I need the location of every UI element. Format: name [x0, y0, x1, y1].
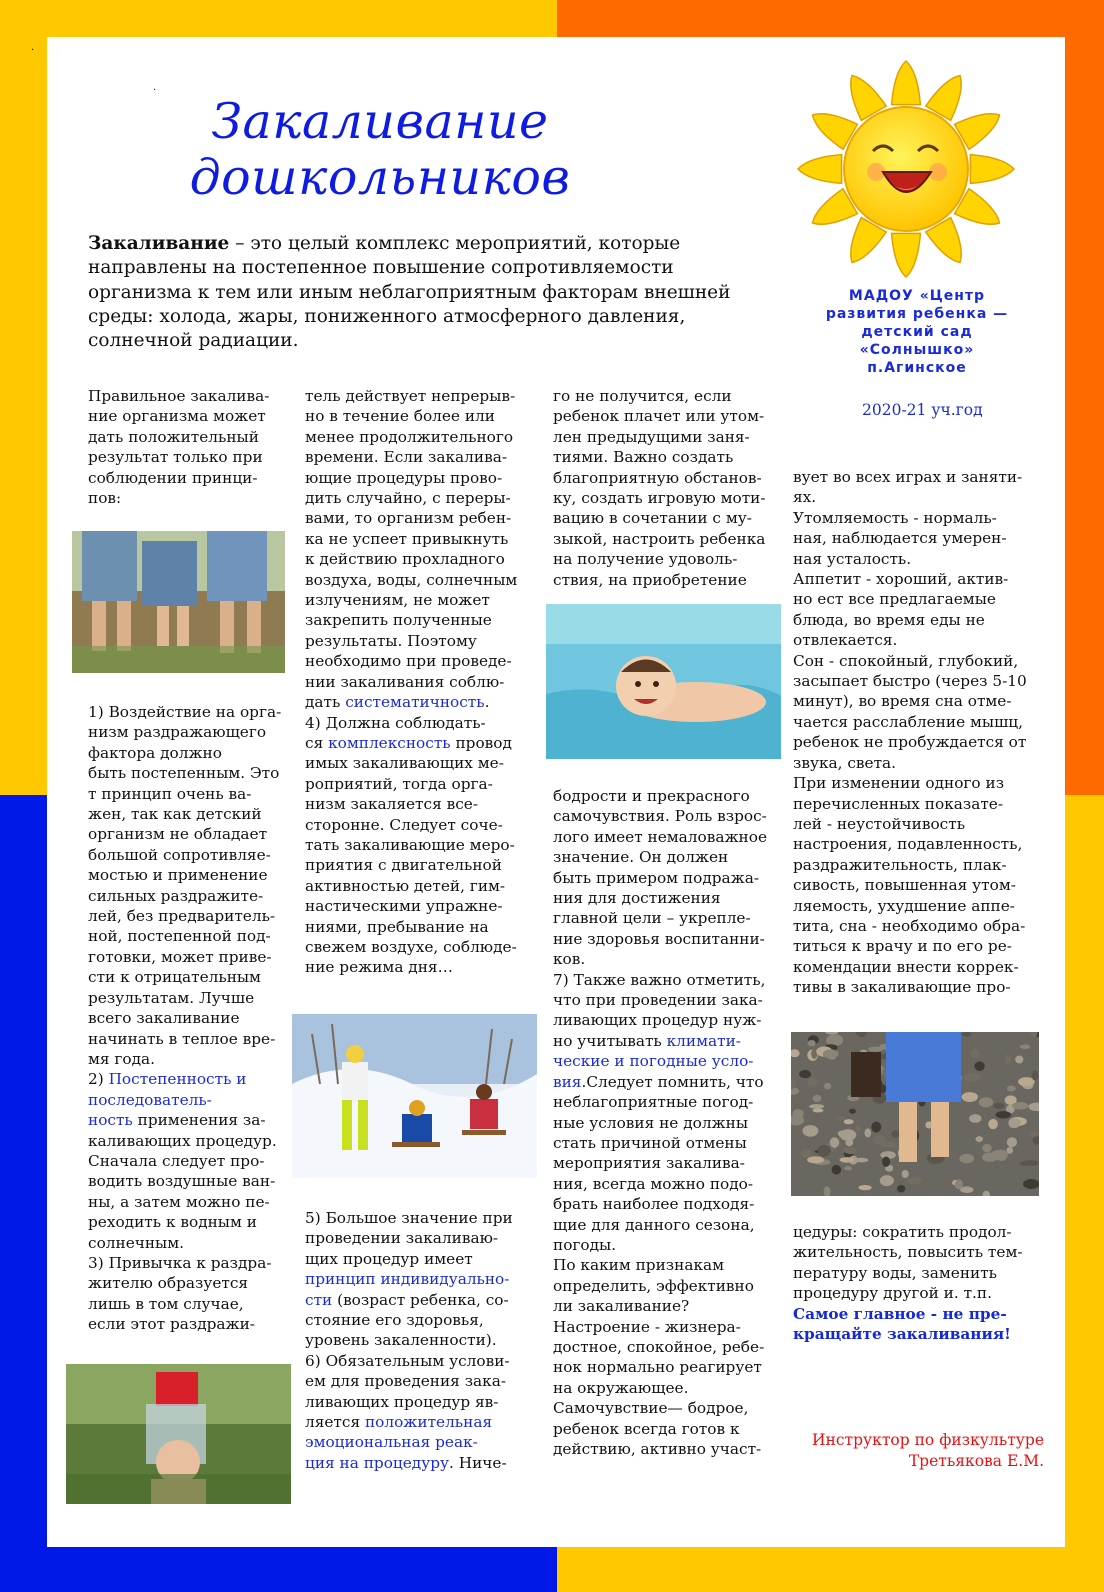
page-title — [160, 94, 600, 206]
col2-text-b3: (возраст ребенка, со- стояние его здоровья, уровень закаленности). 6) Обязательным услови- ем для проведения зака- ливающих процедур яв- ляется — [305, 1290, 510, 1432]
principle-systematic-link: систематичность — [345, 693, 485, 712]
organization-name — [806, 287, 1028, 377]
author-signature — [790, 1430, 1044, 1471]
col2-text-b1: 5) Большое значение при проведении закаливаю- щих процедур имеет — [305, 1209, 513, 1268]
sun-ray — [892, 61, 921, 105]
org-line: «Солнышко» — [859, 342, 975, 358]
col4-text-b — [793, 1222, 1033, 1344]
principle-complex-link: комплексность — [328, 733, 451, 752]
sun-logo-icon — [778, 47, 1028, 282]
col2-text-a3: . 4) Должна соблюдать- ся — [305, 693, 490, 752]
col3-text-b3: .Следует помнить, что неблагоприятные погод- ные условия не должны стать причиной отмены мероприятия закалива- ния, всегда можно подо- брать наиболее подходя- щие для данного сезона, погоды. По каким признакам определить, эффективно ли закаливание? Настроение - жизнера- достное, спокойное, ребе- нок нормально реагирует на окружающее. Самочувствие— бодрое, ребенок всегда готов к действию, активно участ- — [553, 1072, 765, 1458]
col2-text-b5: . Ниче- — [449, 1453, 507, 1472]
col2-text-b — [305, 1208, 530, 1473]
org-line: п.Агинское — [867, 360, 967, 376]
key-advice: Самое главное - не пре- кращайте закаливания! — [793, 1304, 1011, 1344]
principle-climate-link: климати- ческие и погодные усло- вия — [553, 1031, 754, 1091]
title-line-1: Закаливание — [211, 93, 549, 150]
principle-emotional-link: положительная эмоциональная реак- ция на процедуру — [305, 1413, 493, 1472]
school-year: 2020-21 уч.год — [862, 401, 983, 419]
col4-text-a: вует во всех играх и заняти- ях. Утомляемость - нормаль- ная, наблюдается умерен- ная усталость. Аппетит - хороший, актив- но ест все предлагаемые блюда, во время еды не отвлекается. Сон - спокойный, глубокий, засыпает быстро (через 5-10 минут), во время сна отме- чается расслабление мышц, ребенок не пробуждается от звука, света. При изменении одного из перечисленных показате- лей - неустойчивость настроения, подавленность, раздражительность, плак- сивость, повышенная утом- ляемость, ухудшение аппе- тита, сна - необходимо обра- титься к врачу и по его ре- комендации внести коррек- тивы в закаливающие про- — [793, 468, 1027, 997]
org-line: развития ребенка — — [825, 306, 1009, 322]
principle-gradual-link: Постепенность и последователь- ность — [88, 1070, 247, 1130]
intro-term: Закаливание — [88, 233, 230, 254]
title-line-2: дошкольников — [189, 149, 571, 206]
col1-text-b3: применения за- каливающих процедур. Сначала следует про- водить воздушные ван- ны, а затем можно пе- реходить к водным и солнечным. 3) Привычка к раздра- жителю образуется лишь в том случае, если этот раздражи- — [88, 1111, 277, 1334]
col3-text-a: го не получится, если ребенок плачет или утом- лен предыдущими заня- тиями. Важно создать благоприятную обстанов- ку, создать игровую моти- вацию в сочетании с му- зыкой, настроить ребенка на получение удоволь- ствия, на приобретение — [553, 387, 766, 589]
org-line: детский сад — [861, 324, 973, 340]
col2-text-a5: провод имых закаливающих ме- роприятий, тогда орга- низм закаляется все- сторонне. Следует соче- тать закаливающие меро- приятия с двигательной активностью детей, гим- настическими упражне- ниями, пребывание на свежем воздухе, соблюде- ние режима дня… — [305, 733, 517, 977]
col4-text-b1: цедуры: сократить продол- жительность, повысить тем- пературу воды, заменить процедуру другой и. т.п. — [793, 1223, 1023, 1303]
intro-text: – это целый комплекс мероприятий, которые направлены на постепенное повышение сопротивляемости организма к тем или иным неблагоприятным факторам внешней среды: холода, жары, пониженного атмосферного давления, солнечной радиации. — [88, 233, 731, 352]
dot-mark: . — [153, 82, 157, 93]
author-role: Инструктор по физкультуре — [812, 1431, 1044, 1449]
photo-child-water-bucket — [66, 1364, 291, 1504]
sun-ray — [970, 155, 1014, 184]
photo-walking-on-pebbles — [791, 1032, 1039, 1196]
author-name: Третьякова Е.М. — [908, 1451, 1044, 1470]
org-line: МАДОУ «Центр — [848, 288, 986, 304]
dot-mark: . — [31, 42, 35, 53]
col2-text-a — [305, 386, 530, 978]
photo-barefoot-family — [72, 531, 285, 673]
col1-text-a: Правильное закалива- ние организма может дать положительный результат только при соблюдении принци- пов: — [88, 387, 270, 508]
sun-ray — [798, 155, 842, 184]
principle-individual-link: принцип индивидуально- сти — [305, 1270, 510, 1309]
col3-text-b — [553, 786, 778, 1459]
col1-text-b1: 1) Воздействие на орга- низм раздражающего фактора должно быть постепенным. Это т принцип очень ва- жен, так как детский организм не обладает большой сопротивляе- мостью и применение сильных раздражите- лей, без предваритель- ной, постепенной под- готовки, может приве- сти к отрицательным результатам. Лучше всего закаливание начинать в теплое вре- мя года. 2) — [88, 703, 282, 1089]
sun-ray — [892, 233, 921, 277]
photo-winter-sledding — [292, 1014, 537, 1178]
col2-text-a1: тель действует непрерыв- но в течение более или менее продолжительного времени. Если закалива- ющие процедуры прово- дить случайно, с переры- вами, то организм ребен- ка не успеет привыкнуть к действию прохладного воздуха, воды, солнечным излучениям, не может закрепить полученные результаты. Поэтому необходимо при проведе- нии закаливания соблю- дать — [305, 387, 518, 712]
intro-paragraph — [88, 232, 768, 353]
col3-text-b1: бодрости и прекрасного самочувствия. Роль взрос- лого имеет немаловажное значение. Он должен быть примером подража- ния для достижения главной цели – укрепле- ние здоровья воспитанни- ков. 7) Также важно отметить, что при проведении зака- ливающих процедур нуж- но учитывать — [553, 787, 767, 1050]
photo-baby-swimming — [546, 604, 781, 759]
col1-text-b — [88, 702, 293, 1335]
